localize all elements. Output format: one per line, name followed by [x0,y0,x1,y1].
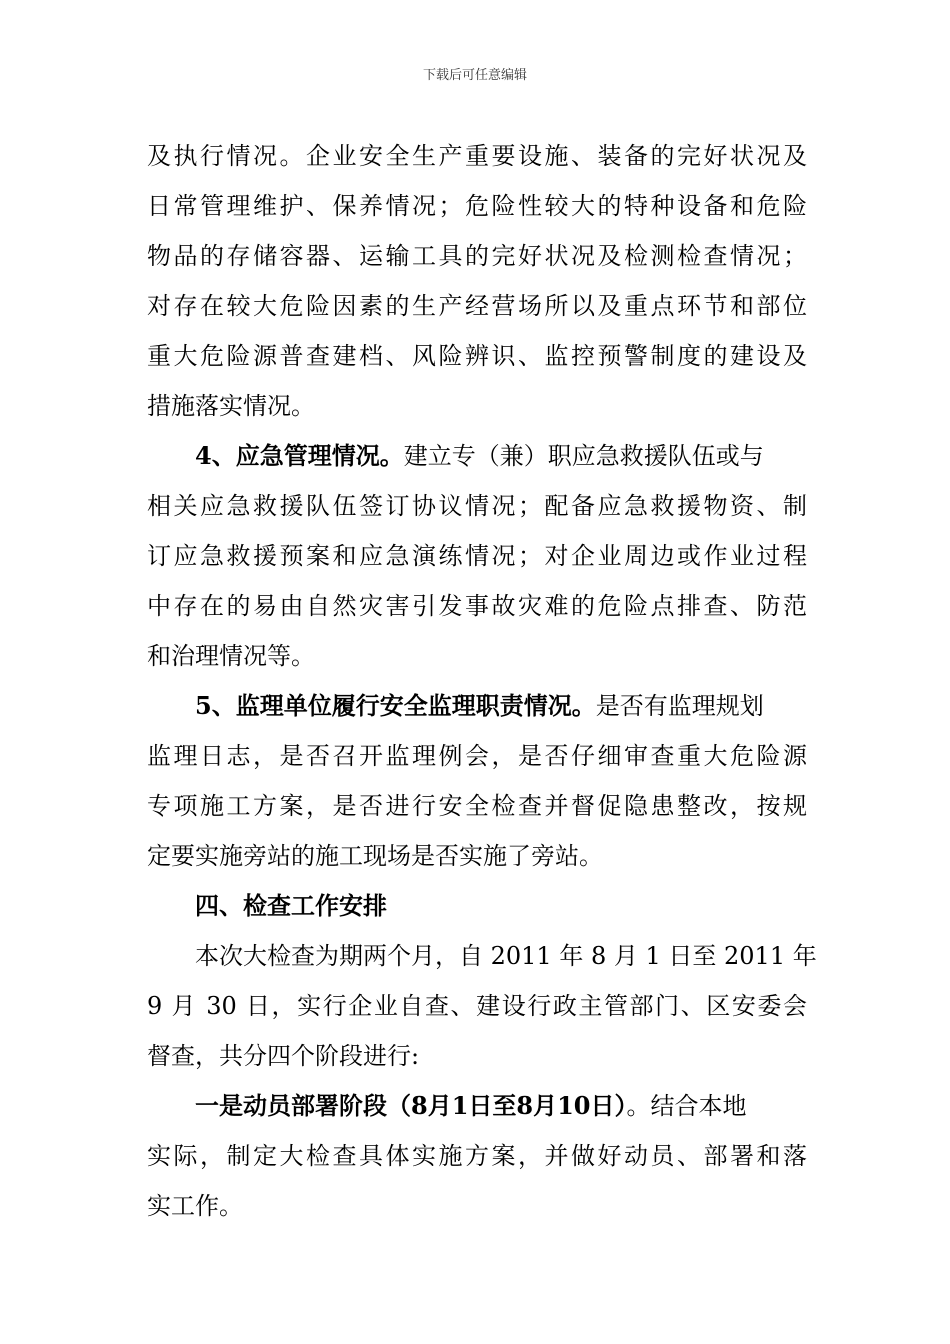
paragraph-lead-bold: 5、监理单位履行安全监理职责情况。 [195,691,596,720]
paragraph-lead-bold: 一是动员部署阶段（8月1日至8月10日） [195,1091,627,1120]
text-line: 9 月 30 日，实行企业自查、建设行政主管部门、区安委会 [147,992,807,1020]
paragraph-first-line [147,1081,807,1131]
text-line: 及执行情况。企业安全生产重要设施、装备的完好状况及 [147,142,807,170]
paragraph-first-line [147,431,807,481]
paragraph-lead-rest: 是否有监理规划 [595,692,764,720]
text-line: 日常管理维护、保养情况；危险性较大的特种设备和危险 [147,192,807,220]
document-body [147,131,817,1231]
text-line: 专项施工方案，是否进行安全检查并督促隐患整改，按规 [147,792,807,820]
paragraph-lead-rest: 建立专（兼）职应急救援队伍或与 [403,442,764,470]
text-line: 实工作。 [147,1192,243,1220]
paragraph-first-line [147,681,807,731]
text-line: 监理日志，是否召开监理例会，是否仔细审查重大危险源 [147,742,807,770]
paragraph-lead-bold: 4、应急管理情况。 [195,441,404,470]
text-line: 和治理情况等。 [147,642,315,670]
page-header: 下载后可任意编辑 [422,68,527,83]
text-line: 相关应急救援队伍签订协议情况；配备应急救援物资、制 [147,492,807,520]
text-line: 措施落实情况。 [147,392,315,420]
paragraph-lead-rest: 。结合本地 [626,1092,747,1120]
paragraph-first-line: 本次大检查为期两个月，自 2011 年 8 月 1 日至 2011 年 [195,942,817,970]
text-line: 物品的存储容器、运输工具的完好状况及检测检查情况； [147,242,807,270]
text-line: 重大危险源普查建档、风险辨识、监控预警制度的建设及 [147,342,807,370]
text-line: 对存在较大危险因素的生产经营场所以及重点环节和部位 [147,292,807,320]
text-line: 督查，共分四个阶段进行: [147,1042,420,1070]
text-line: 中存在的易由自然灾害引发事故灾难的危险点排查、防范 [147,592,807,620]
text-line: 实际，制定大检查具体实施方案，并做好动员、部署和落 [147,1142,807,1170]
section-heading: 四、检查工作安排 [195,891,387,920]
text-line: 订应急救援预案和应急演练情况；对企业周边或作业过程 [147,542,807,570]
text-line: 定要实施旁站的施工现场是否实施了旁站。 [147,842,603,870]
